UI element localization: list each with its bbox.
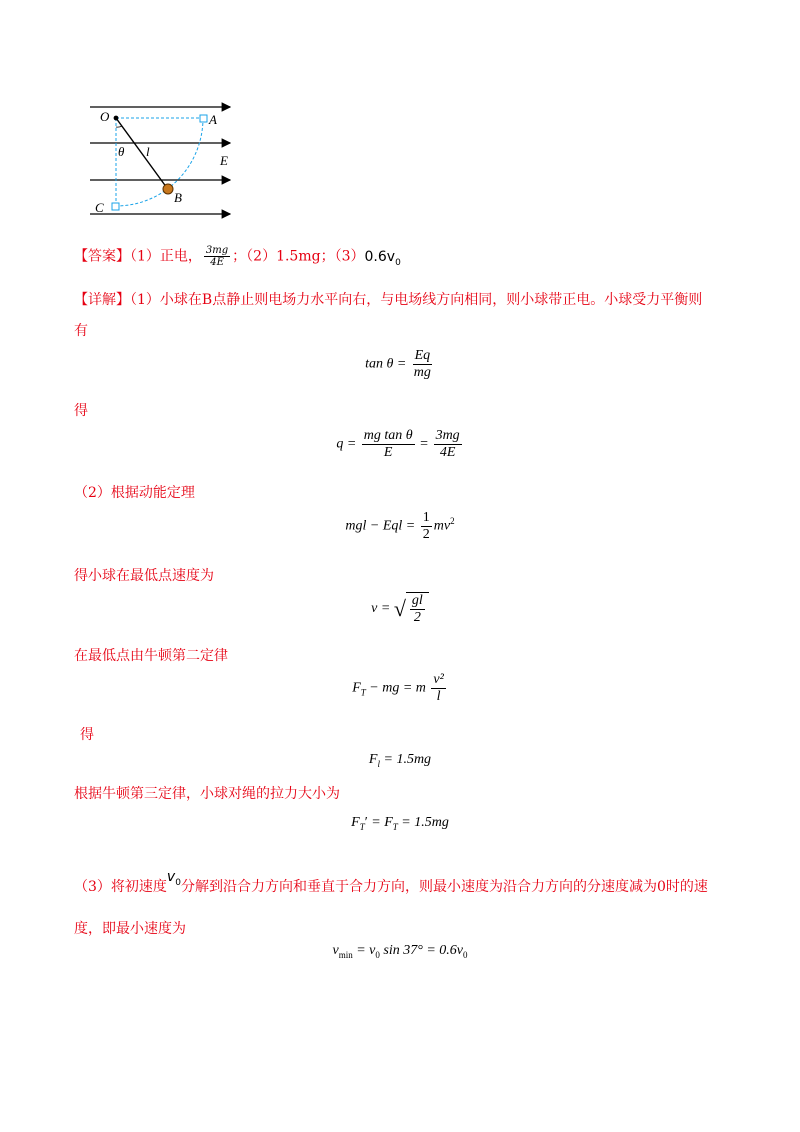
- answer-fraction: [204, 245, 230, 268]
- part3-a: （3）将初速度: [74, 879, 167, 895]
- eq7-rhs: = 1.5mg: [401, 815, 449, 830]
- eq4-lhs: v =: [371, 601, 391, 617]
- part3-b: 分解到沿合力方向和垂直于合力方向，则最小速度为沿合力方向的分速度减为0时的速: [180, 879, 708, 895]
- label-theta: θ: [118, 144, 125, 159]
- equation-7: [0, 815, 800, 832]
- eq2-den2: 4E: [439, 445, 456, 460]
- part3-line-1: [74, 869, 708, 898]
- part3-line-2: 度，即最小速度为: [74, 921, 186, 937]
- eq1-den: mg: [413, 365, 431, 380]
- detail-text-1: （1）小球在B点静止则电场力水平向右，与电场线方向相同，则小球带正电。小球受力平衡则: [130, 292, 703, 308]
- dashed-paths: [116, 118, 203, 206]
- point-c-marker: [112, 203, 119, 210]
- equation-8: [0, 943, 800, 960]
- sqrt-sign: [394, 592, 429, 626]
- answer-part3-text: 0.6v: [364, 248, 396, 265]
- text-6: 根据牛顿第三定律，小球对绳的拉力大小为: [74, 786, 340, 802]
- equation-5: [0, 672, 800, 705]
- eq4-den: 2: [413, 610, 421, 625]
- part3-v: v: [166, 869, 176, 885]
- detail-line-1: [74, 289, 702, 309]
- equation-4: [0, 592, 800, 626]
- part2-title: （2）根据动能定理: [74, 485, 195, 501]
- eq5-mid: − mg = m: [369, 680, 426, 696]
- eq3-rhs: mv: [433, 518, 451, 534]
- equation-1: [0, 348, 800, 381]
- eq3-num: 1: [422, 510, 430, 525]
- eq3-den: 2: [422, 527, 430, 542]
- eq4-num: gl: [411, 593, 423, 608]
- eq4-frac: [410, 593, 425, 626]
- equation-3: [0, 510, 800, 543]
- label-a: A: [209, 112, 217, 127]
- eq8-rhs: sin 37° = 0.6v: [383, 943, 463, 958]
- frac-den: 4E: [210, 257, 224, 268]
- ball: [163, 184, 173, 194]
- answer-part1: （1）正电，: [130, 248, 202, 265]
- eq7-sub2: T: [392, 821, 398, 832]
- answer-part2: ；（2）1.5mg；（3）: [232, 248, 365, 265]
- equation-6: [0, 752, 800, 769]
- eq6-sub: l: [377, 758, 380, 769]
- eq7-f: F: [351, 815, 360, 830]
- eq2-eq: =: [420, 436, 429, 452]
- eq5-sub: T: [360, 687, 366, 698]
- eq5-num: v²: [433, 672, 444, 687]
- eq1-num: Eq: [414, 348, 431, 363]
- de-1: 得: [74, 403, 88, 419]
- label-l: l: [146, 144, 150, 159]
- eq8-mid: = v: [356, 943, 376, 958]
- eq2-den1: E: [383, 445, 393, 460]
- answer-line: [74, 245, 401, 268]
- detail-label: 【详解】: [74, 292, 130, 308]
- eq1-frac: [412, 348, 433, 381]
- eq1-lhs: tan θ =: [365, 356, 407, 372]
- answer-part3-sub: 0: [395, 257, 401, 268]
- eq2-lhs: q =: [336, 436, 357, 452]
- eq7-mid: = F: [371, 815, 393, 830]
- text-3: 得小球在最低点速度为: [74, 568, 214, 584]
- answer-label: 【答案】: [74, 248, 130, 265]
- label-c: C: [95, 200, 104, 215]
- eq8-sub: min: [338, 949, 353, 960]
- pivot-point: [114, 116, 119, 121]
- eq3-lhs: mgl − Eql =: [345, 518, 416, 534]
- label-o: O: [100, 109, 110, 124]
- eq8-v: v: [332, 943, 339, 958]
- eq7-prime: ′: [364, 815, 368, 830]
- eq6-rhs: = 1.5mg: [383, 752, 432, 767]
- eq7-sub: T: [359, 821, 365, 832]
- eq5-f: F: [352, 680, 361, 696]
- eq8-sub2: 0: [375, 949, 380, 960]
- radical-icon: √: [393, 596, 406, 621]
- text-5: 得: [80, 727, 94, 743]
- eq3-frac: [421, 510, 432, 543]
- eq2-num2: 3mg: [435, 428, 460, 443]
- physics-diagram: [90, 95, 250, 225]
- eq6-f: F: [368, 752, 378, 767]
- eq3-sup: 2: [450, 516, 455, 527]
- equation-2: [0, 428, 800, 461]
- detail-line-2: 有: [74, 323, 88, 339]
- label-e: E: [220, 153, 228, 168]
- eq2-frac-2: [434, 428, 462, 461]
- part3-v0: [166, 869, 181, 888]
- label-b: B: [174, 190, 182, 205]
- frac-num: 3mg: [205, 245, 229, 256]
- text-4: 在最低点由牛顿第二定律: [74, 648, 228, 664]
- part3-vsub: 0: [175, 877, 181, 888]
- eq8-sub3: 0: [463, 949, 468, 960]
- eq2-frac-1: [362, 428, 415, 461]
- point-a-marker: [200, 115, 207, 122]
- eq2-num1: mg tan θ: [363, 428, 413, 443]
- eq5-frac: [431, 672, 445, 705]
- eq5-den: l: [436, 689, 441, 704]
- answer-part3: [364, 248, 401, 268]
